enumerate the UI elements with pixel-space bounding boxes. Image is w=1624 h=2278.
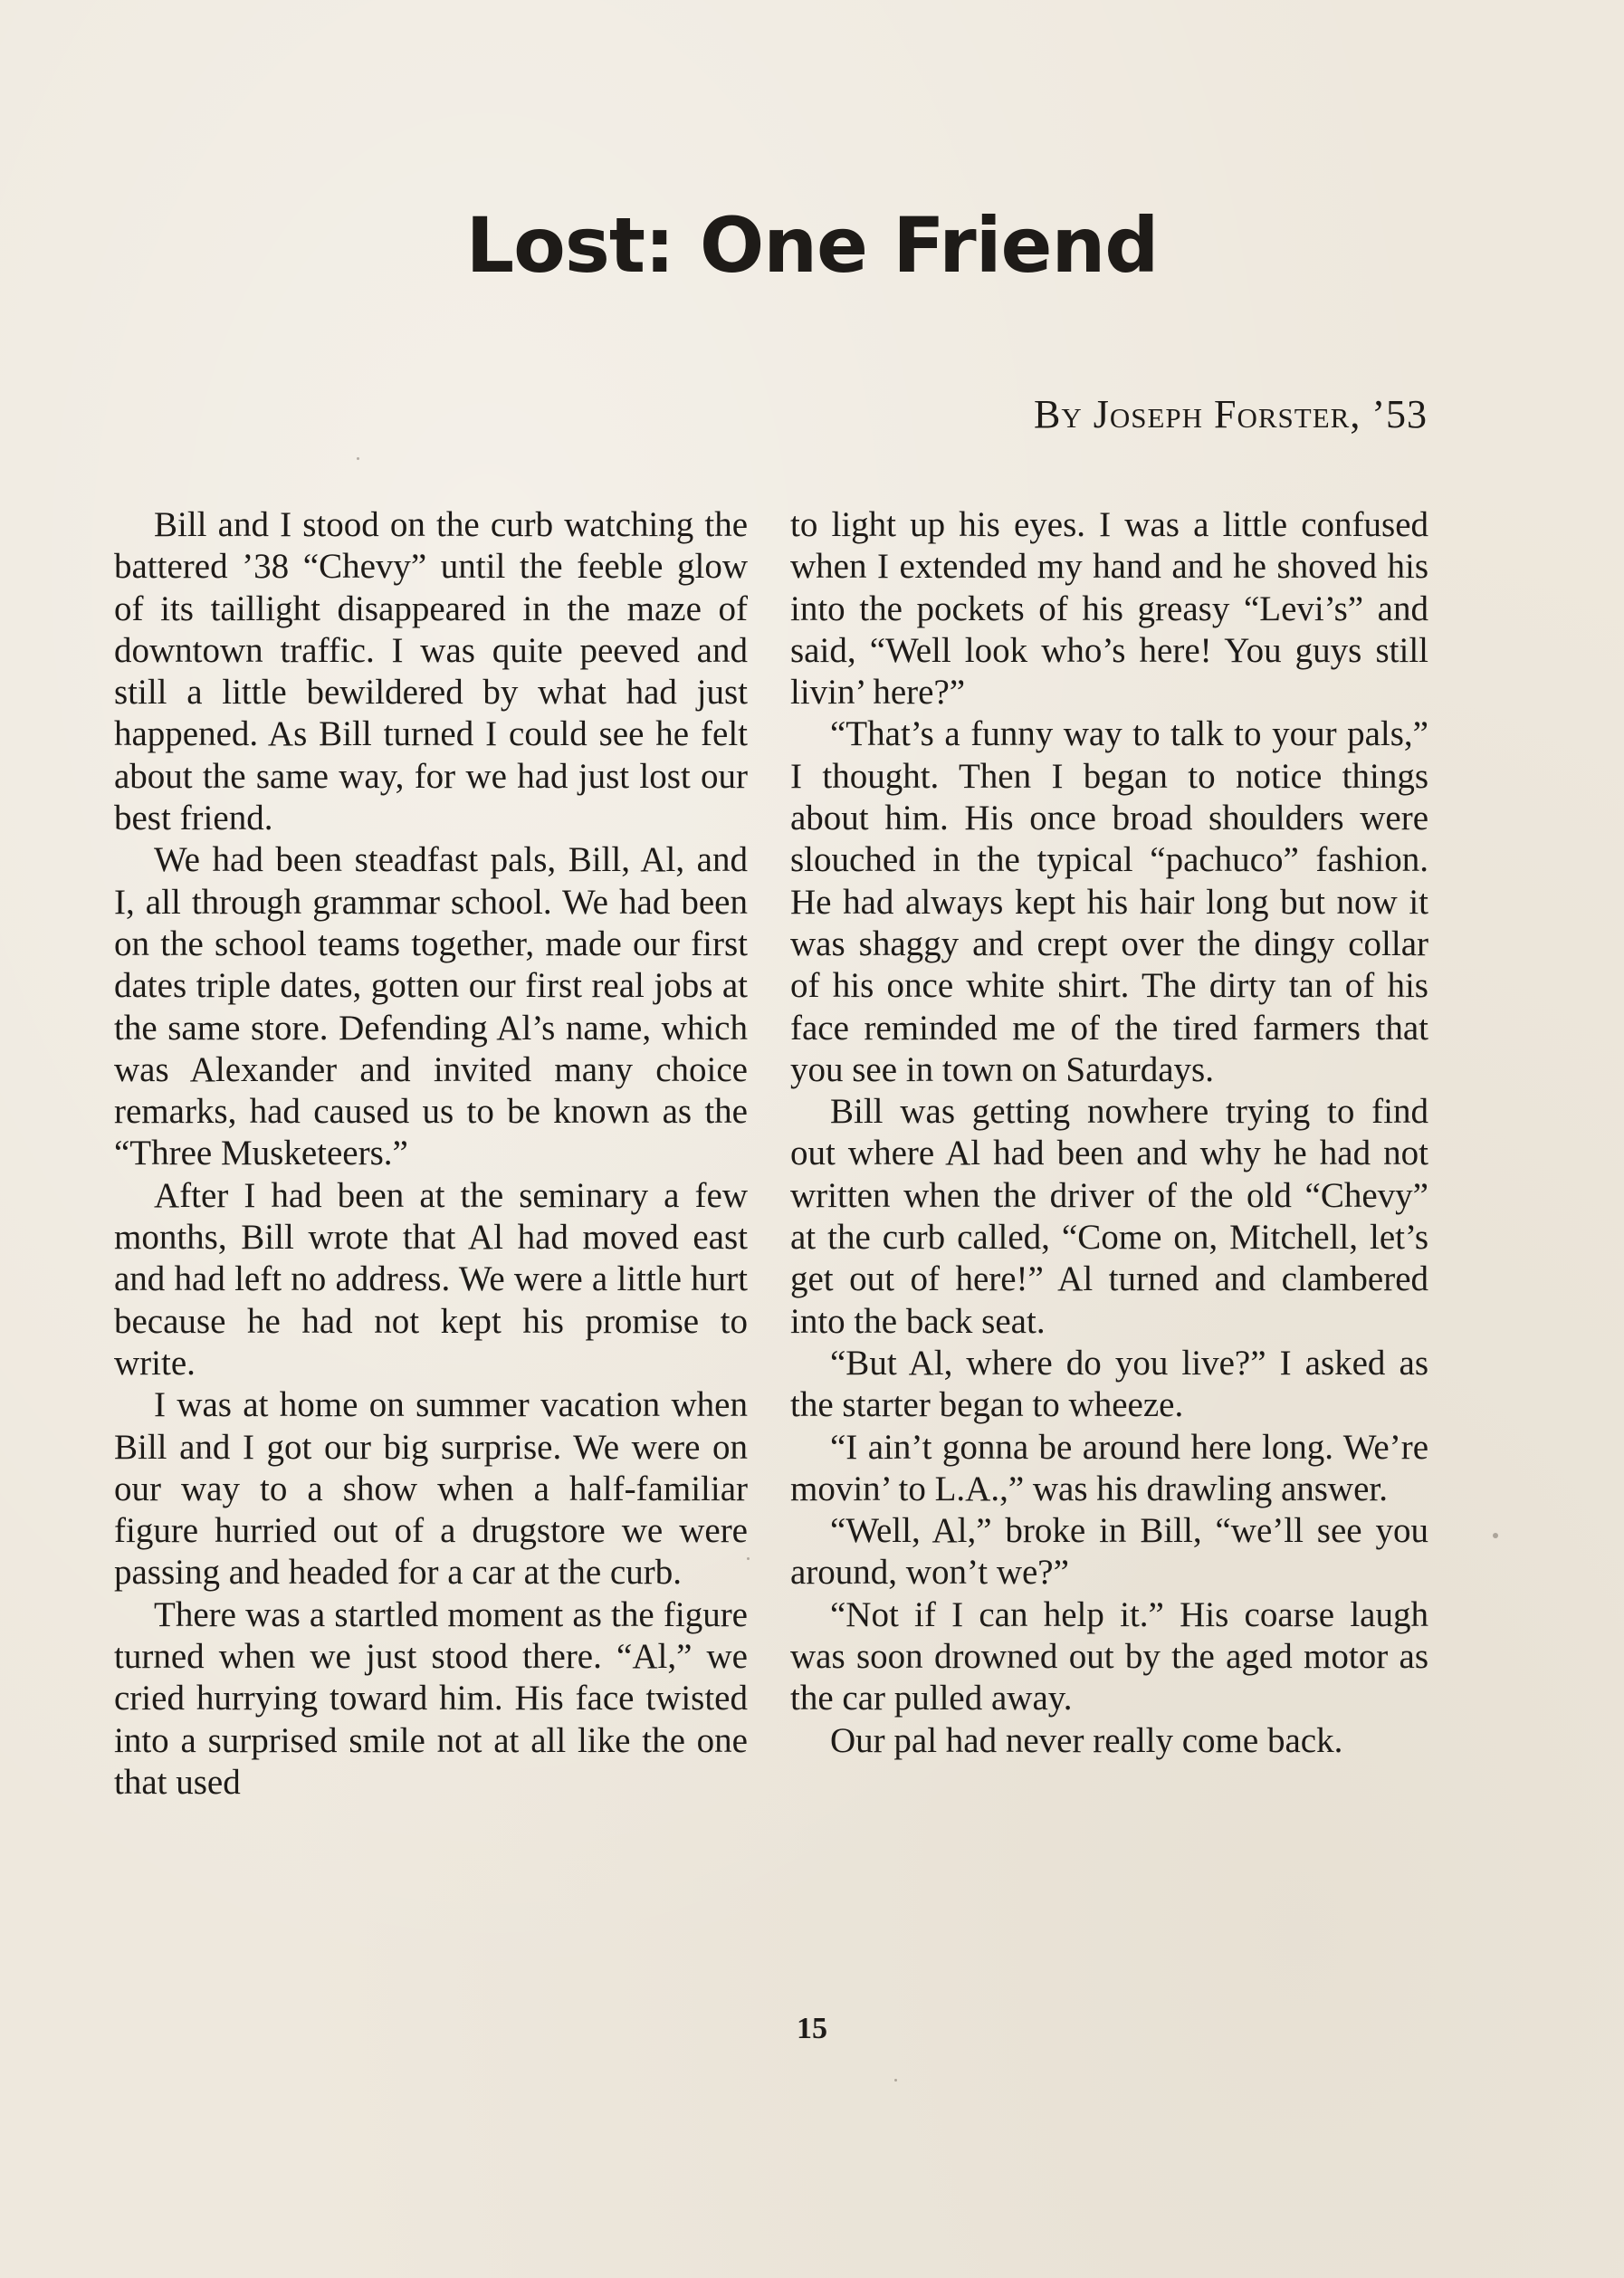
paper-speck — [357, 457, 359, 460]
page-number: 15 — [797, 2012, 827, 2045]
paragraph-continuation: to light up his eyes. I was a little confused when I extended my hand and he shoved his into the pockets of his greasy “Levi’s” and said, “Well look who’s here! You guys still livin’ here?” — [790, 505, 1428, 713]
paragraph: After I had been at the seminary a few months, Bill wrote that Al had moved east and had left no address. We were a little hurt because he had not kept his promise to write. — [114, 1175, 748, 1383]
article-title: Lost: One Friend — [465, 201, 1159, 290]
paragraph: Bill and I stood on the curb watching the battered ’38 “Chevy” until the feeble glow of its taillight disappeared in the maze of downtown traffic. I was quite peeved and still a little bewildered by what had just happened. As Bill turned I could see he felt about the same way, for we had just lost our best friend. — [114, 505, 748, 838]
article-byline: By Joseph Forster, ’53 — [1033, 392, 1428, 436]
paragraph: Bill was getting nowhere trying to find out where Al had been and why he had not written when the driver of the old “Chevy” at the curb called, “Come on, Mitchell, let’s get out of here!” Al turned and clambered into the back seat. — [790, 1092, 1428, 1341]
paragraph: “That’s a funny way to talk to your pals,” I thought. Then I began to notice things about him. His once broad shoulders were slouched in the typical “pachuco” fashion. He had always kept his hair long but now it was shaggy and crept over the dingy collar of his once white shirt. The dirty tan of his face reminded me of the tired farmers that you see in town on Saturdays. — [790, 714, 1428, 1089]
paragraph: “But Al, where do you live?” I asked as the starter began to wheeze. — [790, 1343, 1428, 1425]
paper-speck — [1493, 1533, 1498, 1538]
paragraph: We had been steadfast pals, Bill, Al, and I, all through grammar school. We had been on the school teams together, made our first dates triple dates, gotten our first real jobs at the same store. Defending Al’s name, which was Alexander and invited many choice remarks, had caused us to be known as the “Three Musketeers.” — [114, 840, 748, 1173]
paragraph: “Not if I can help it.” His coarse laugh was soon drowned out by the aged motor as the car pulled away. — [790, 1594, 1428, 1718]
paragraph: Our pal had never really come back. — [830, 1720, 1343, 1760]
paragraph: “I ain’t gonna be around here long. We’re movin’ to L.A.,” was his drawling answer. — [790, 1427, 1428, 1508]
right-column — [790, 504, 1428, 1762]
paragraph: There was a startled moment as the figure turned when we just stood there. “Al,” we cried hurrying toward him. His face twisted into a surprised smile not at all like the one that used — [114, 1594, 748, 1802]
paragraph: “Well, Al,” broke in Bill, “we’ll see you around, won’t we?” — [790, 1511, 1428, 1593]
left-column — [114, 504, 748, 1804]
paragraph: I was at home on summer vacation when Bill and I got our big surprise. We were on our way to a show when a half-familiar figure hurried out of a drugstore we were passing and headed for a car at the curb. — [114, 1385, 748, 1593]
paper-speck — [894, 2079, 897, 2082]
